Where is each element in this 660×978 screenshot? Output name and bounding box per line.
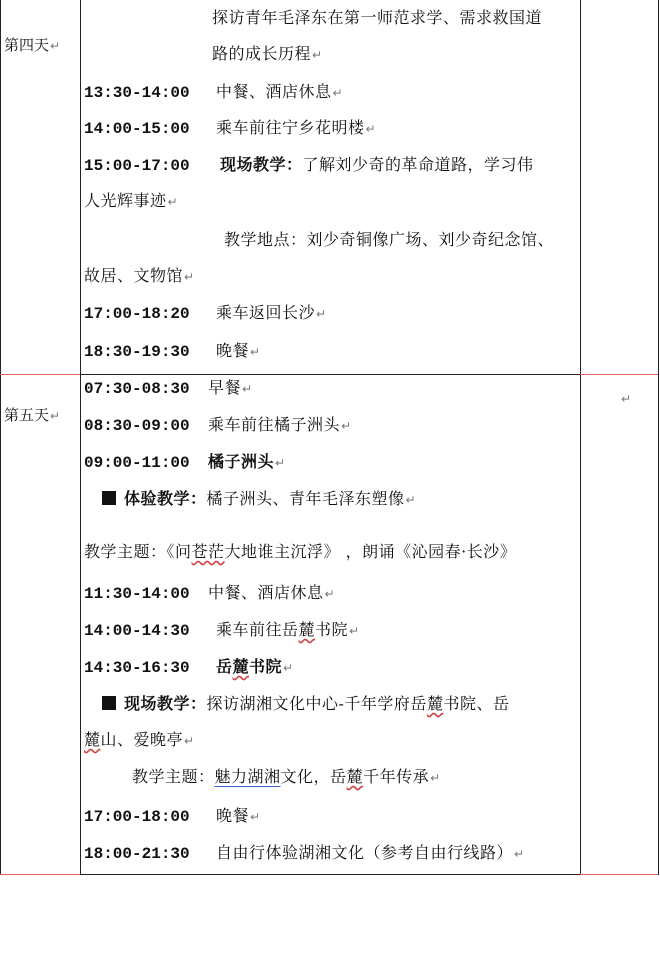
- teaching-theme: 教学主题：《问苍茫大地谁主沉浮》 ，朗诵《沁园春·长沙》: [84, 542, 517, 561]
- table-border-col1: [80, 0, 81, 875]
- experience-teaching: 体验教学：橘子洲头、青年毛泽东塑像↵: [102, 489, 416, 510]
- table-border-col2: [580, 0, 581, 875]
- schedule-row: 17:00-18:20 乘车返回长沙↵: [84, 303, 327, 323]
- teaching-theme-2: 教学主题：魅力湖湘文化，岳麓千年传承↵: [132, 767, 441, 786]
- table-bottom-border: [80, 874, 580, 875]
- day4-label: 第四天↵: [4, 36, 61, 54]
- row-divider: [80, 374, 580, 375]
- schedule-row: 18:30-19:30 晚餐↵: [84, 341, 261, 361]
- schedule-row: 15:00-17:00 现场教学：了解刘少奇的革命道路，学习伟: [84, 155, 534, 175]
- schedule-row: 13:30-14:00 中餐、酒店休息↵: [84, 82, 344, 102]
- field-teaching-cont: 麓山、爱晚亭↵: [84, 730, 195, 749]
- day4-visit-line1: 探访青年毛泽东在第一师范求学、需求救国道: [212, 8, 543, 27]
- schedule-row-cont: 人光辉事迹↵: [84, 191, 179, 210]
- schedule-row: 17:00-18:00 晚餐↵: [84, 806, 261, 826]
- schedule-row: 09:00-11:00 橘子洲头↵: [84, 452, 286, 472]
- schedule-row: 14:00-15:00 乘车前往宁乡花明楼↵: [84, 118, 377, 138]
- bullet-square-icon: [102, 491, 116, 505]
- table-border-left: [0, 0, 1, 875]
- table-bottom-right: [580, 874, 658, 875]
- day4-visit-line2: 路的成长历程↵: [212, 44, 323, 63]
- bullet-square-icon: [102, 696, 116, 710]
- schedule-row: 08:30-09:00 乘车前往橘子洲头↵: [84, 415, 352, 435]
- day5-notes-pilcrow: ↵: [621, 392, 632, 406]
- teaching-place: 教学地点：刘少奇铜像广场、刘少奇纪念馆、: [224, 230, 555, 249]
- teaching-place-cont: 故居、文物馆↵: [84, 266, 195, 285]
- schedule-row: 11:30-14:00 中餐、酒店休息↵: [84, 583, 336, 603]
- table-bottom-left: [0, 874, 80, 875]
- schedule-row: 14:30-16:30 岳麓书院↵: [84, 657, 294, 677]
- row-divider-right: [580, 374, 658, 375]
- day5-label: 第五天↵: [4, 406, 61, 424]
- table-border-right: [658, 0, 659, 875]
- row-divider-left: [0, 374, 80, 375]
- schedule-row: 18:00-21:30 自由行体验湖湘文化（参考自由行线路）↵: [84, 843, 525, 863]
- schedule-row: 14:00-14:30 乘车前往岳麓书院↵: [84, 620, 360, 640]
- field-teaching: 现场教学：探访湖湘文化中心-千年学府岳麓书院、岳: [102, 694, 509, 714]
- schedule-row: 07:30-08:30 早餐↵: [84, 378, 253, 398]
